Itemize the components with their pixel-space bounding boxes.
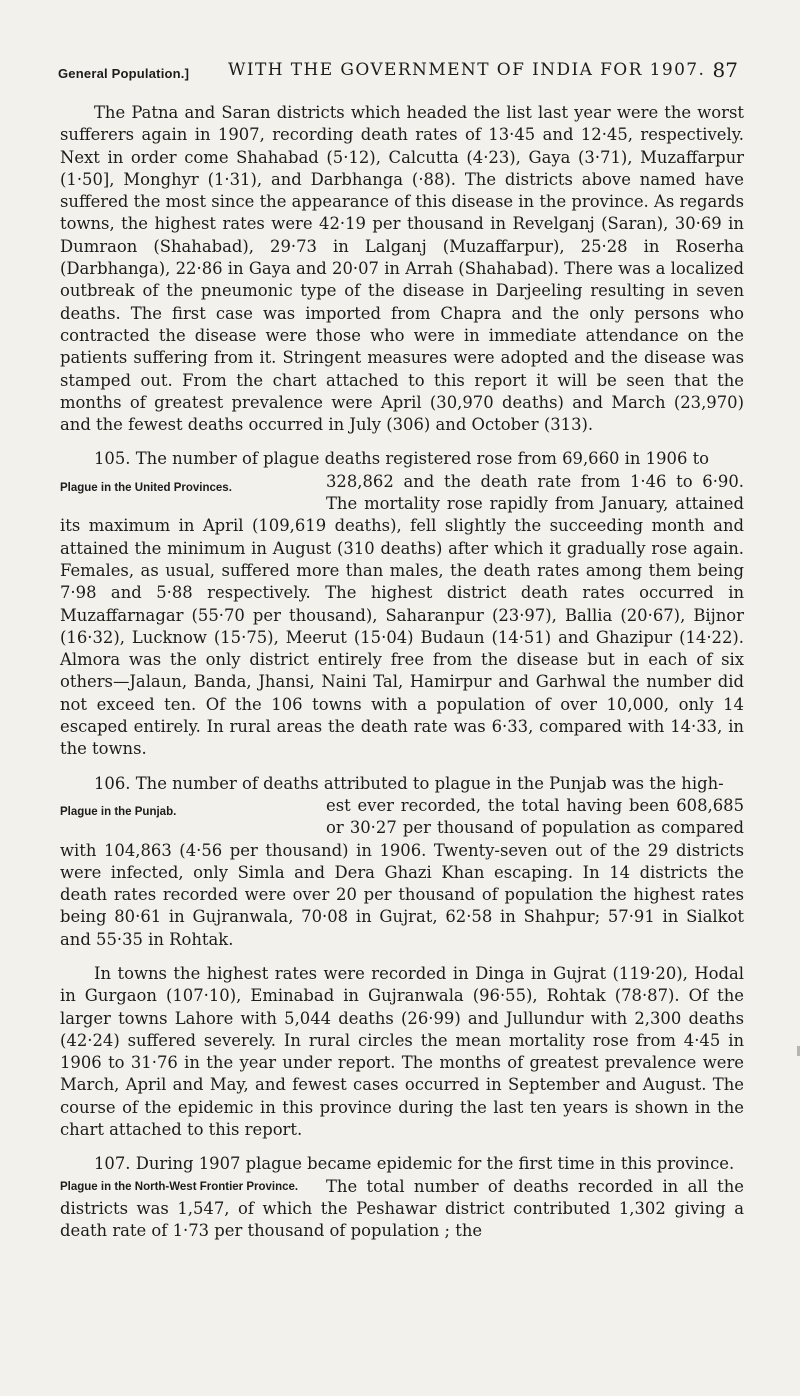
sidenote-united-provinces: Plague in the United Provinces.	[60, 481, 232, 494]
header-title: WITH THE GOVERNMENT OF INDIA FOR 1907.	[228, 60, 706, 80]
paragraph-106-lead: 106. The number of deaths attributed to plague in the Punjab was the high-	[94, 773, 724, 793]
paragraph-106-body: est ever recorded, the total having been 608,685 or 30·27 per thousand of population as compared with 104,863 (4·56 per thousand) in 1906. Twenty-seven out of the 29 districts were infected, only Simla and Dera Ghazi Khan escaping. In 14 districts the death rates recorded were over 20 per thousand of population the highest rates being 80·61 in Gujranwala, 70·08 in Gujrat, 62·58 in Shahpur; 57·91 in Sialkot and 55·35 in Rohtak.	[60, 795, 744, 949]
paragraph-105-lead: 105. The number of plague deaths registered rose from 69,660 in 1906 to	[94, 449, 710, 469]
paragraph-105-body: 328,862 and the death rate from 1·46 to 6·90. The mortality rose rapidly from January, attained its maximum in April (109,619 deaths), fell slightly the succeeding month and attained the minimum in August (310 deaths) after which it gradually rose again. Females, as usual, suffered more than males, the death rates among them being 7·98 and 5·88 respectively. The highest district death rates occurred in Muzaffarnagar (55·70 per thousand), Saharanpur (23·97), Ballia (20·67), Bijnor (16·32), Lucknow (15·75), Meerut (15·04) Budaun (14·51) and Ghazipur (14·22). Almora was the only district entirely free from the disease but in each of six others—Jalaun, Banda, Jhansi, Naini Tal, Hamirpur and Garhwal the number did not exceed ten. Of the 106 towns with a population of over 10,000, only 14 escaped entirely. In rural areas the death rate was 6·33, compared with 14·33, in the towns.	[60, 471, 744, 759]
sidenote-punjab: Plague in the Punjab.	[60, 805, 177, 818]
section-106	[60, 773, 744, 951]
running-header	[58, 60, 738, 86]
header-section-label: General Population.]	[58, 66, 190, 81]
body-text	[60, 102, 744, 1243]
page-number: 87	[712, 58, 738, 82]
paragraph-107-lead: 107. During 1907 plague became epidemic for the first time in this province.	[94, 1154, 735, 1174]
paragraph-bihar-plague: The Patna and Saran districts which headed the list last year were the worst sufferers again in 1907, recording death rates of 13·45 and 12·45, respectively. Next in order come Shahabad (5·12), Calcutta (4·23), Gaya (3·71), Muzaffarpur (1·50], Monghyr (1·31), and Darbhanga (·88). The districts above named have suffered the most since the appearance of this disease in the province. As regards towns, the highest rates were 42·19 per thousand in Revelganj (Saran), 30·69 in Dumraon (Shahabad), 29·73 in Lalganj (Muzaffarpur), 25·28 in Roserha (Darbhanga), 22·86 in Gaya and 20·07 in Arrah (Shahabad). There was a localized outbreak of the pneumonic type of the disease in Darjeeling resulting in seven deaths. The first case was imported from Chapra and the only persons who contracted the disease were those who were in immediate attendance on the patients suffering from it. Stringent measures were adopted and the disease was stamped out. From the chart attached to this report it will be seen that the months of greatest prevalence were April (30,970 deaths) and March (23,970) and the fewest deaths occurred in July (306) and October (313).	[60, 103, 744, 435]
paragraph-107-body: The total number of deaths recorded in all the districts was 1,547, of which the Peshawar district contributed 1,302 giving a death rate of 1·73 per thousand of population ; the	[60, 1176, 744, 1241]
paragraph-punjab-towns: In towns the highest rates were recorded in Dinga in Gujrat (119·20), Hodal in Gurgaon (107·10), Eminabad in Gujranwala (96·55), Rohtak (78·87). Of the larger towns Lahore with 5,044 deaths (26·99) and Jullundur with 2,300 deaths (42·24) suffered severely. In rural circles the mean mortality rose from 4·45 in 1906 to 31·76 in the year under report. The months of greatest prevalence were March, April and May, and fewest cases occurred in September and August. The course of the epidemic in this province during the last ten years is shown in the chart attached to this report.	[60, 963, 744, 1140]
sidenote-north-west-frontier: Plague in the North-West Frontier Province.	[60, 1180, 299, 1193]
section-105	[60, 448, 744, 760]
section-107	[60, 1153, 744, 1242]
